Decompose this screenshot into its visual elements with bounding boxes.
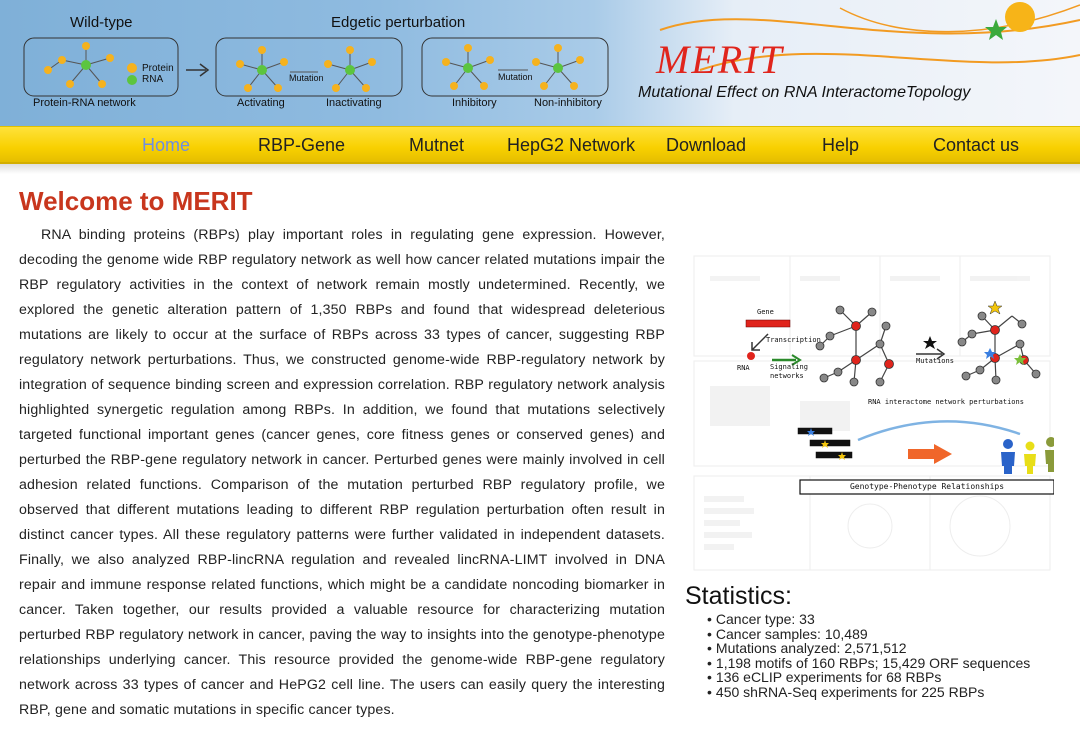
statistics-title: Statistics: <box>685 582 792 610</box>
fig-signaling-label: Signaling <box>770 363 808 371</box>
star-icon <box>985 19 1007 40</box>
protein-legend: Protein <box>142 63 174 74</box>
edgetic-heading: Edgetic perturbation <box>331 14 466 31</box>
statistics-list <box>707 612 1030 699</box>
stat-item: • Cancer samples: 10,489 <box>707 627 1030 642</box>
nav-help[interactable]: Help <box>822 135 860 155</box>
stat-item: • Cancer type: 33 <box>707 612 1030 627</box>
fig-transcription-label: Transcription <box>766 336 821 344</box>
fig-rna-label: RNA <box>737 364 750 372</box>
fig-networks-label: networks <box>770 372 804 380</box>
stat-item: • 450 shRNA-Seq experiments for 225 RBPs <box>707 685 1030 700</box>
nav-hepg2-network[interactable]: HepG2 Network <box>507 135 636 155</box>
page-title: Welcome to MERIT <box>19 186 253 216</box>
intro-paragraph: RNA binding proteins (RBPs) play important roles in regulating gene expression. However, decoding the genome wide RBP regulatory network as well how cancer related mutations impair the RBP regulatory activities in the context of network remain mostly undetermined. Recently, we explored the genetic alteration pattern of 1,350 RBPs and found that widespread deleterious mutations are likely to occur at the surface of RBPs across 33 types of cancer, suggesting RBP regulatory network perturbations. Thus, we constructed genome-wide RBP-regulatory network by integration of sequence binding screen and expression correlation. RBP regulatory network analysis highlighted synergetic regulation among RBPs. In addition, we found that mutations selectively targeted functional important genes (cancer genes, core fitness genes or conserved genes) and perturbed the RBP-gene regulatory network in cancer. Perturbed genes were mainly involved in cell adhesion related functions. Comparison of the mutation perturbed RBP regulatory profile, we observed that different mutations leading to different RBP regulation perturbation often result in distinct cancer types. All these regulatory patterns were further validated in independent datasets. Finally, we also analyzed RBP-lincRNA regulation and revealed lincRNA-LIMT involved in DNA repair and immune response related functions, which might be a candidate noncoding biomarker in cancer. Taken together, our results provided a valuable resource for characterizing mutation perturbed RBP regulatory network in cancer, paving the way to insights into the genotype-phenotype relationships underlying cancer. This resource provided the genome-wide RBP-gene regulatory network across 33 types of cancer and HePG2 cell line. The users can easily query the interesting RBP, gene and somatic mutations in specific cancer types. <box>19 227 665 718</box>
header-banner <box>0 0 1080 126</box>
nav-download[interactable]: Download <box>666 135 747 155</box>
non-inhibitory-caption: Non-inhibitory <box>534 97 602 109</box>
activating-caption: Activating <box>237 97 285 109</box>
wild-type-heading: Wild-type <box>70 14 133 31</box>
fig-relationship-label: Genotype-Phenotype Relationships <box>849 482 1005 491</box>
site-logo-subtitle: Mutational Effect on RNA InteractomeTopology <box>638 84 971 101</box>
nav-home[interactable]: Home <box>142 135 191 155</box>
inactivating-caption: Inactivating <box>326 97 382 109</box>
stat-item: • 1,198 motifs of 160 RBPs; 15,429 ORF sequences <box>707 656 1030 671</box>
mutation-label-2: Mutation <box>498 72 533 82</box>
nav-rbp-gene[interactable]: RBP-Gene <box>258 135 346 155</box>
merit-overview-figure <box>690 226 1054 574</box>
nav-shadow <box>0 164 1080 174</box>
site-logo-title: MERIT <box>656 37 784 82</box>
nav-mutnet[interactable]: Mutnet <box>409 135 465 155</box>
fig-perturbations-label: RNA interactome network perturbations <box>868 398 1024 406</box>
sun-icon <box>1005 2 1035 32</box>
inhibitory-caption: Inhibitory <box>452 97 497 109</box>
mutation-label-1: Mutation <box>289 73 324 83</box>
rna-legend: RNA <box>142 74 164 85</box>
stat-item: • 136 eCLIP experiments for 68 RBPs <box>707 670 1030 685</box>
fig-mutations-label: Mutations <box>916 357 954 365</box>
main-nav <box>0 126 1080 164</box>
stat-item: • Mutations analyzed: 2,571,512 <box>707 641 1030 656</box>
nav-contact-us[interactable]: Contact us <box>933 135 1020 155</box>
fig-gene-label: Gene <box>757 308 774 316</box>
network-caption: Protein-RNA network <box>33 97 136 109</box>
